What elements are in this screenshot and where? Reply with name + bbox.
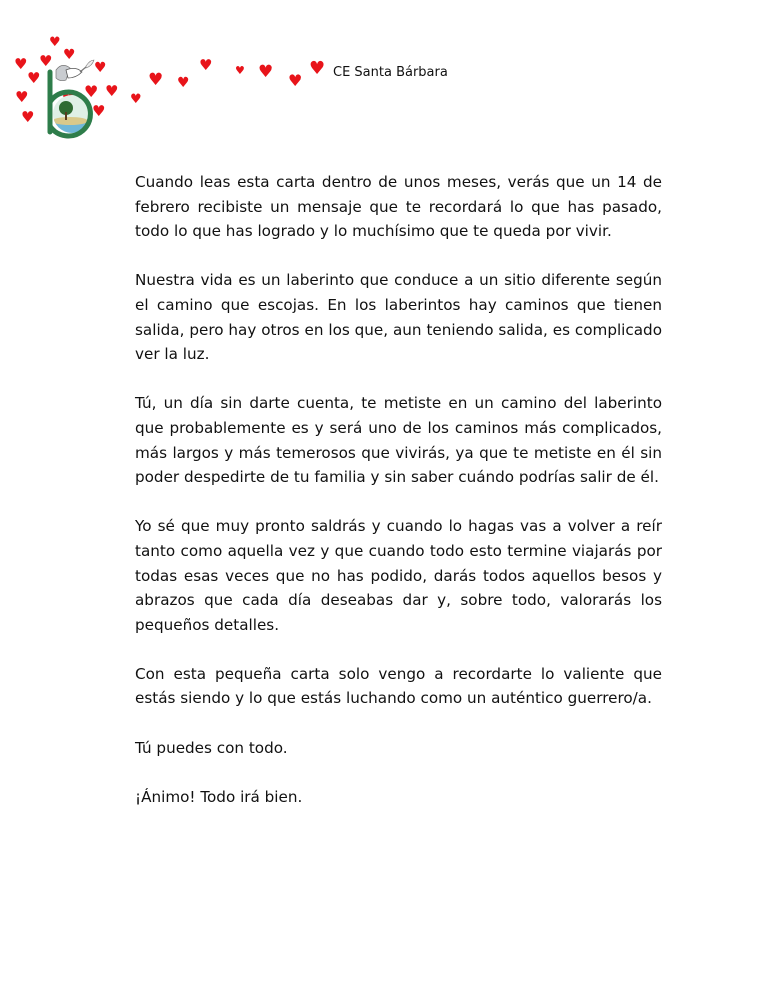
heart-icon: ♥: [235, 64, 245, 77]
letter-signoff: ¡Ánimo! Todo irá bien.: [135, 787, 303, 806]
heart-icon: ♥: [309, 58, 326, 79]
letter-paragraph: Tú, un día sin darte cuenta, te metiste en un camino del laberinto que probablemente es y será uno de los caminos más complicados, más largos y más temerosos que vivirás, ya que te metiste en él sin poder despedirte de tu familia y sin saber cuándo podrías salir de él.: [135, 394, 662, 487]
letter-paragraph: Nuestra vida es un laberinto que conduce a un sitio diferente según el camino que escojas. En los laberintos hay caminos que tienen salida, pero hay otros en los que, aun teniendo salida, es complicado ver la luz.: [135, 271, 662, 364]
letter-paragraph: Con esta pequeña carta solo vengo a recordarte lo valiente que estás siendo y lo que estás luchando como un auténtico guerrero/a.: [135, 664, 662, 708]
heart-icon: ♥: [177, 75, 190, 91]
heart-icon: ♥: [21, 108, 35, 126]
page-header: [0, 0, 768, 150]
heart-icon: ♥: [15, 88, 29, 106]
school-name: CE Santa Bárbara: [333, 65, 448, 80]
heart-icon: ♥: [63, 47, 76, 63]
letter-closing: Tú puedes con todo.: [135, 738, 288, 757]
letter-body: [135, 170, 662, 834]
heart-icon: ♥: [148, 70, 164, 90]
heart-icon: ♥: [92, 102, 106, 120]
heart-icon: ♥: [49, 35, 61, 50]
heart-icon: ♥: [94, 60, 107, 76]
letter-paragraph: Cuando leas esta carta dentro de unos meses, verás que un 14 de febrero recibiste un mensaje que te recordará lo que has pasado, todo lo que has logrado y lo muchísimo que te queda por vivir.: [135, 173, 662, 241]
heart-icon: ♥: [130, 92, 142, 107]
letter-paragraph: Yo sé que muy pronto saldrás y cuando lo hagas vas a volver a reír tanto como aquella vez y que cuando todo esto termine viajarás por todas esas veces que no has podido, darás todos aquellos besos y abrazos que cada día deseabas dar y, sobre todo, valorarás los pequeños detalles.: [135, 517, 662, 634]
heart-icon: ♥: [27, 69, 41, 87]
heart-icon: ♥: [288, 71, 303, 90]
heart-icon: ♥: [14, 55, 28, 73]
heart-icon: ♥: [105, 82, 119, 100]
heart-icon: ♥: [84, 82, 99, 101]
heart-icon: ♥: [258, 62, 274, 82]
school-logo-b-icon: [36, 58, 100, 140]
heart-icon: ♥: [199, 56, 213, 74]
heart-icon: ♥: [39, 52, 53, 70]
